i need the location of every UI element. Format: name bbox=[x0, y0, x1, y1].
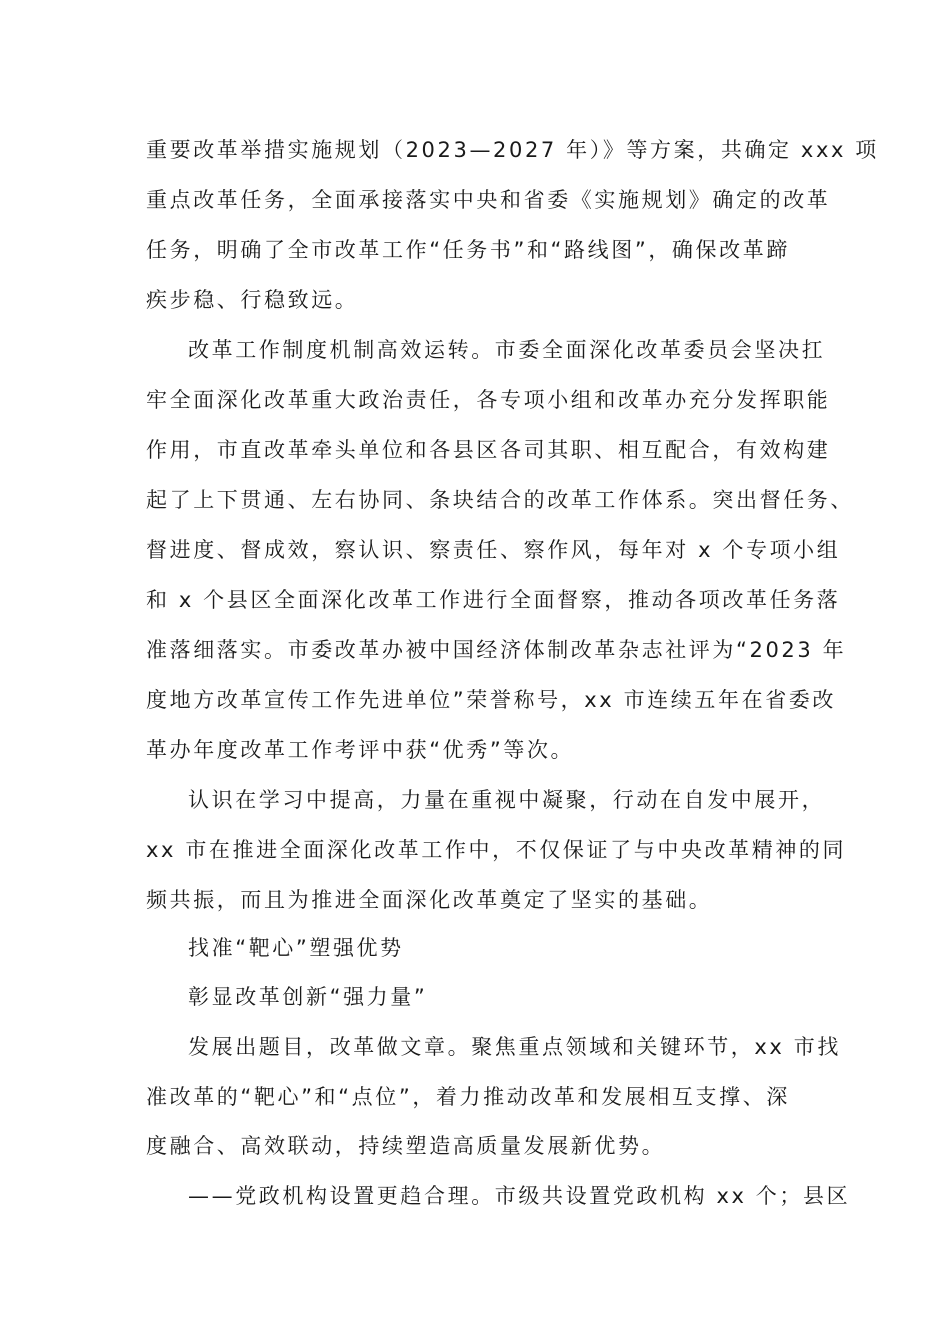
paragraph-start: 改革工作制度机制高效运转。市委全面深化改革委员会坚决扛 bbox=[188, 338, 826, 362]
section-subheading: 彰显改革创新“强力量” bbox=[188, 985, 428, 1009]
text-line: xx 市在推进全面深化改革工作中，不仅保证了与中央改革精神的同 bbox=[146, 838, 847, 862]
paragraph-start: 发展出题目，改革做文章。聚焦重点领域和关键环节，xx 市找 bbox=[188, 1035, 841, 1059]
text-line: 重点改革任务，全面承接落实中央和省委《实施规划》确定的改革 bbox=[146, 188, 831, 212]
text-line: 起了上下贯通、左右协同、条块结合的改革工作体系。突出督任务、 bbox=[146, 488, 854, 512]
text-line: 度地方改革宣传工作先进单位”荣誉称号，xx 市连续五年在省委改 bbox=[146, 688, 837, 712]
text-line: 重要改革举措实施规划（2023—2027 年）》等方案，共确定 xxx 项 bbox=[146, 138, 879, 162]
text-line: 和 x 个县区全面深化改革工作进行全面督察，推动各项改革任务落 bbox=[146, 588, 841, 612]
text-line: 准落细落实。市委改革办被中国经济体制改革杂志社评为“2023 年 bbox=[146, 638, 847, 662]
text-line: 革办年度改革工作考评中获“优秀”等次。 bbox=[146, 738, 575, 762]
paragraph-start: 认识在学习中提高，力量在重视中凝聚，行动在自发中展开， bbox=[188, 788, 826, 812]
text-line: 频共振，而且为推进全面深化改革奠定了坚实的基础。 bbox=[146, 888, 713, 912]
text-line: 牢全面深化改革重大政治责任，各专项小组和改革办充分发挥职能 bbox=[146, 388, 831, 412]
text-line: 作用，市直改革牵头单位和各县区各司其职、相互配合，有效构建 bbox=[146, 438, 831, 462]
text-line: 疾步稳、行稳致远。 bbox=[146, 288, 359, 312]
text-line: 督进度、督成效，察认识、察责任、察作风，每年对 x 个专项小组 bbox=[146, 538, 841, 562]
text-line: 准改革的“靶心”和“点位”，着力推动改革和发展相互支撑、深 bbox=[146, 1085, 790, 1109]
text-line: 任务，明确了全市改革工作“任务书”和“路线图”，确保改革蹄 bbox=[146, 238, 790, 262]
paragraph-start: ——党政机构设置更趋合理。市级共设置党政机构 xx 个；县区 bbox=[188, 1184, 851, 1208]
text-line: 度融合、高效联动，持续塑造高质量发展新优势。 bbox=[146, 1134, 666, 1158]
section-heading: 找准“靶心”塑强优势 bbox=[188, 936, 404, 960]
